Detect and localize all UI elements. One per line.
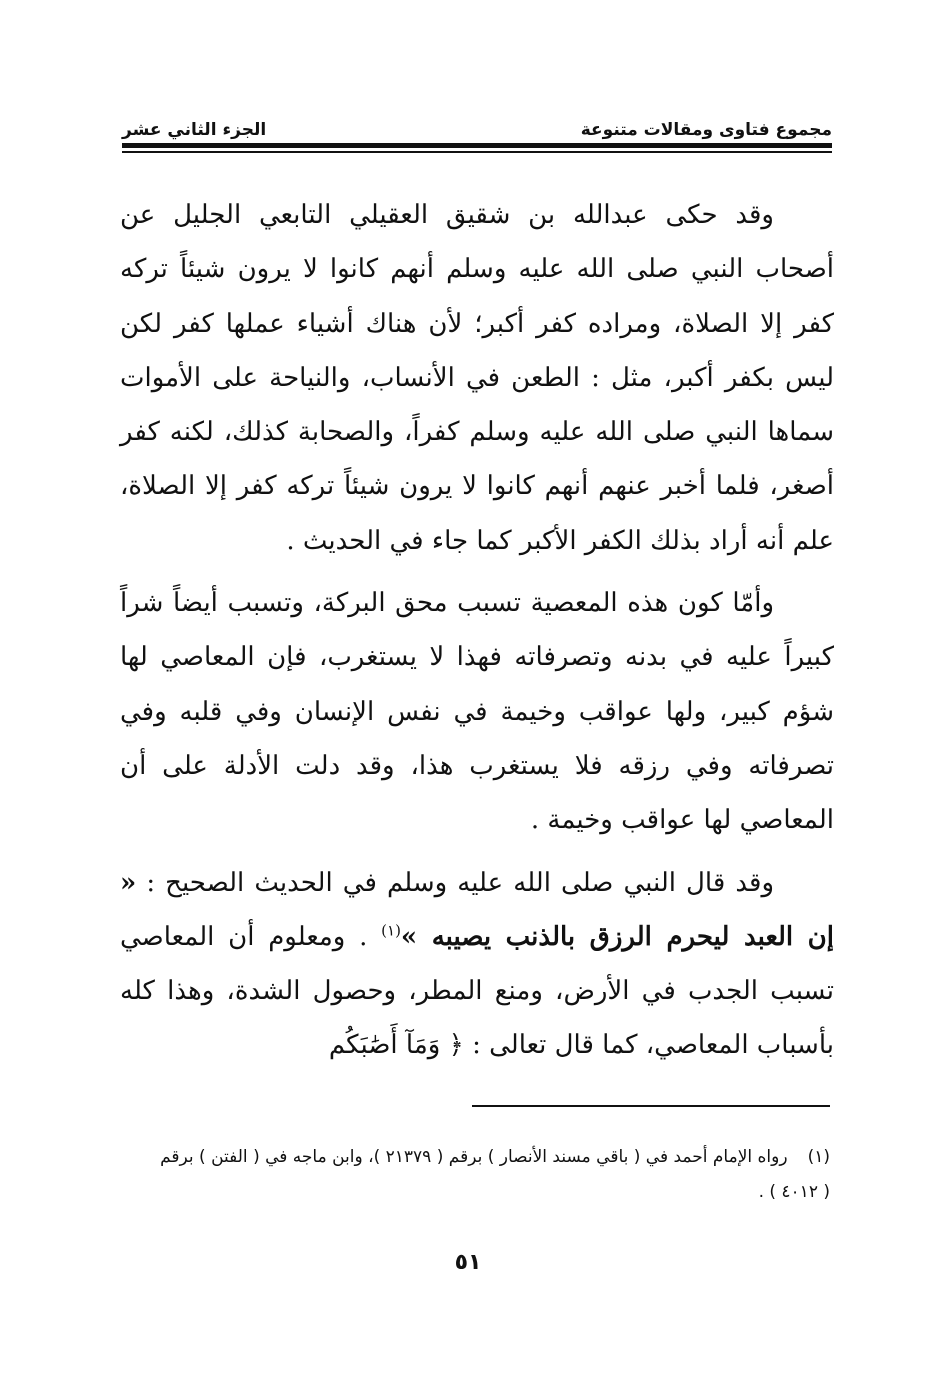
footnote-text: رواه الإمام أحمد في ( باقي مسند الأنصار ) برقم ( ٢١٣٧٩ )، وابن ماجه في ( الفتن ) برقم ( ٤٠١٢ ) . [160,1147,830,1202]
footnote-number: (١) [807,1147,830,1167]
body-text [120,188,834,1081]
hadith-quote: « إن العبد ليحرم الرزق بالذنب يصيبه » [120,867,835,952]
running-header [122,110,832,140]
footnote-item [150,1140,830,1210]
paragraph: وأمّا كون هذه المعصية تسبب محق البركة، وتسبب أيضاً شراً كبيراً عليه في بدنه وتصرفاته فهذا لا يستغرب، فإن المعاصي لها شؤم كبير، ولها عواقب وخيمة في نفس الإنسان وفي قلبه وفي تصرفاته وفي رزقه فلا يستغرب هذا، وقد دلت الأدلة على أن المعاصي لها عواقب وخيمة . [120,588,834,836]
paragraph [120,856,834,1073]
book-title: مجموع فتاوى ومقالات متنوعة [580,120,832,140]
footnotes [150,1140,830,1210]
page-number: ٥١ [454,1250,482,1275]
quran-verse: ﴿ وَمَآ أَصَٰبَكُم [328,1030,464,1061]
volume-label: الجزء الثاني عشر [122,120,267,140]
header-rule-thin [122,151,832,153]
footnote-separator [472,1105,830,1107]
paragraph-continuation: . ومعلوم أن المعاصي تسبب الجدب في الأرض، ومنع المطر، وحصول الشدة، وهذا كله بأسباب المعاصي، كما قال تعالى : [120,921,834,1061]
header-rule-thick [122,143,832,148]
paragraph: وقد حكى عبدالله بن شقيق العقيلي التابعي الجليل عن أصحاب النبي صلى الله عليه وسلم أنهم كانوا لا يرون شيئاً تركه كفر إلا الصلاة، ومراده كفر أكبر؛ لأن هناك أشياء عملها كفر لكن ليس بكفر أكبر، مثل : الطعن في الأنساب، والنياحة على الأموات سماها النبي صلى الله عليه وسلم كفراً، والصحابة كذلك، لكنه كفر أصغر، فلما أخبر عنهم أنهم كانوا لا يرون شيئاً تركه كفر إلا الصلاة، علم أنه أراد بذلك الكفر الأكبر كما جاء في الحديث . [120,200,834,556]
paragraph-intro: وقد قال النبي صلى الله عليه وسلم في الحديث الصحيح : [146,867,774,898]
footnote-reference[interactable]: (١) [381,921,401,940]
